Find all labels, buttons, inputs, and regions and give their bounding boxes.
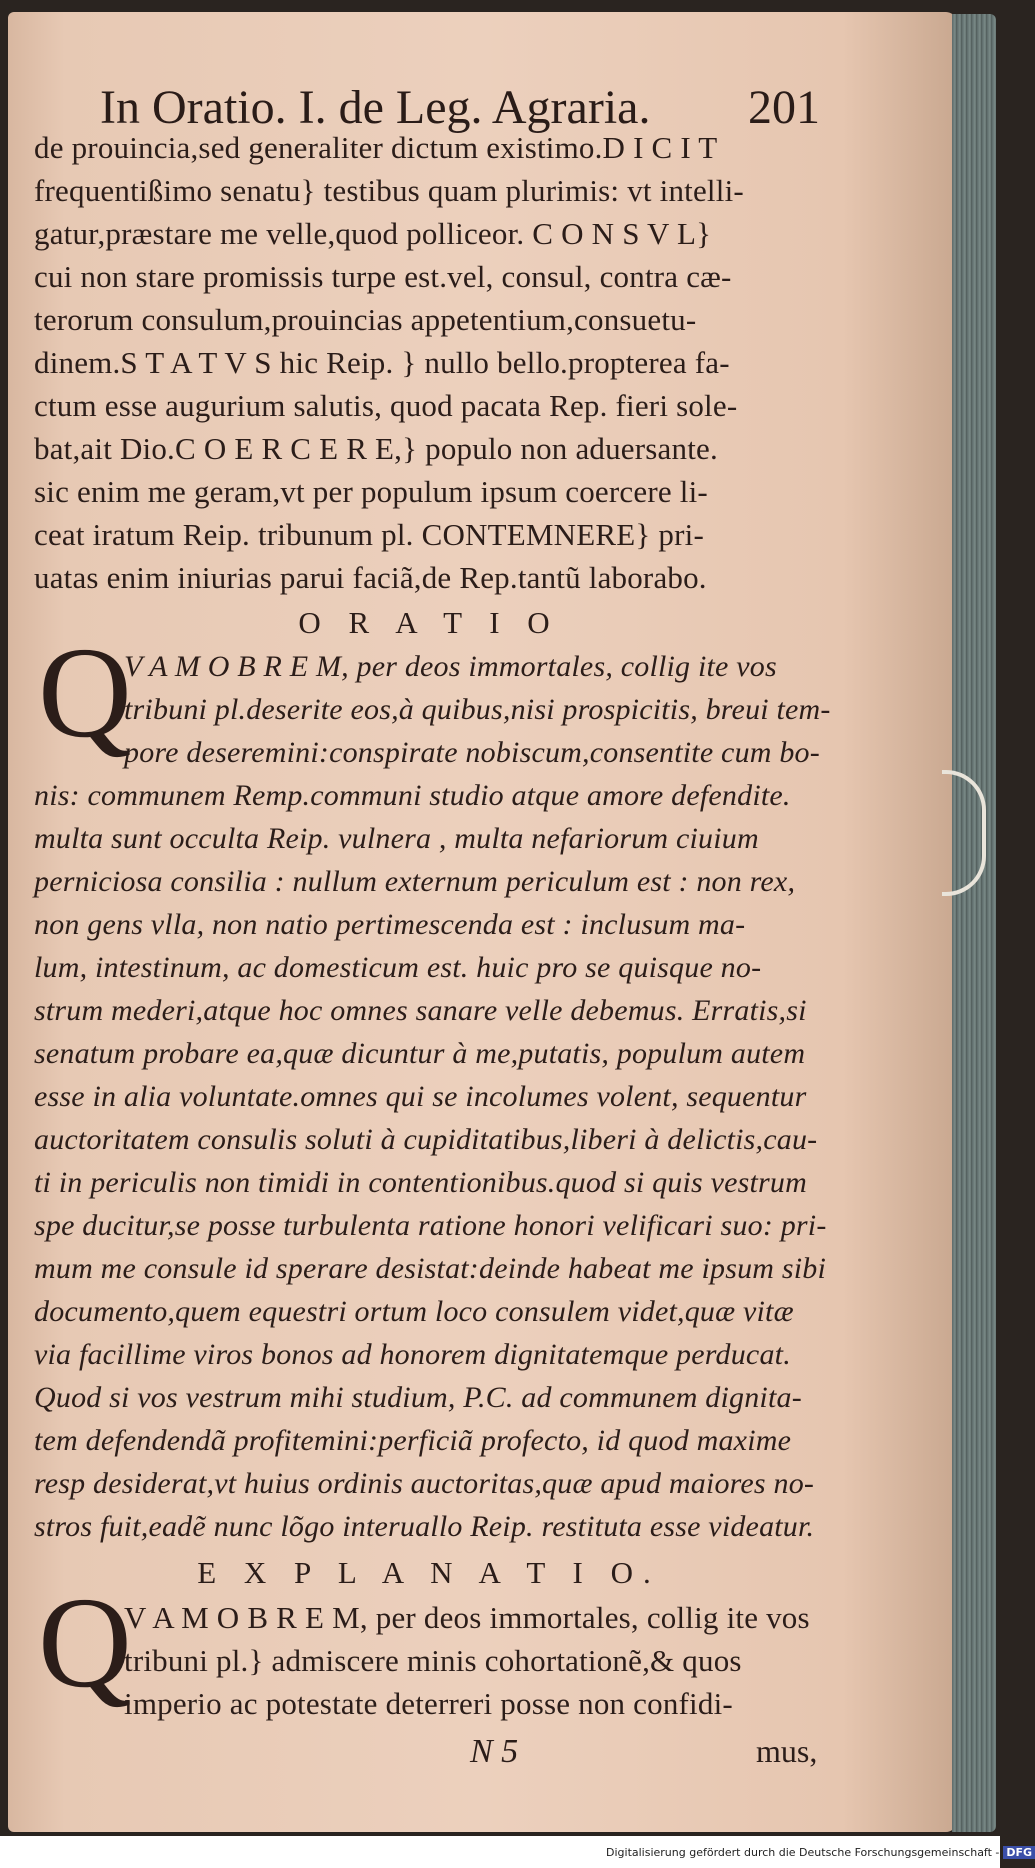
oratio-line: stros fuit,eadẽ nunc lõgo interuallo Reip. restituta esse videatur. (34, 1510, 815, 1543)
running-header (100, 80, 820, 135)
oratio-line: tribuni pl.deserite eos,à quibus,nisi prospicitis, breui tem- (124, 693, 831, 726)
oratio-line: pore deseremini:conspirate nobiscum,consentite cum bo- (124, 736, 820, 769)
explanatio-line: V A M O B R E M, per deos immortales, collig ite vos (124, 1600, 810, 1635)
commentary-line: frequentißimo senatu} testibus quam plurimis: vt intelli- (34, 173, 744, 208)
digitization-credit (606, 1846, 1035, 1859)
oratio-line: V A M O B R E M, per deos immortales, collig ite vos (124, 650, 777, 683)
oratio-drop-cap: Q (38, 621, 132, 765)
oratio-line: strum mederi,atque hoc omnes sanare velle debemus. Erratis,si (34, 994, 807, 1027)
oratio-line: tem defendendã profitemini:perficiã profecto, id quod maxime (34, 1424, 792, 1457)
catchword: mus, (756, 1733, 818, 1769)
commentary-line: cui non stare promissis turpe est.vel, consul, contra cæ- (34, 259, 732, 294)
running-title: In Oratio. I. de Leg. Agraria. (100, 81, 651, 134)
explanatio-line: tribuni pl.} admiscere minis cohortationẽ,& quos (124, 1643, 742, 1678)
oratio-line: esse in alia voluntate.omnes qui se incolumes volent, sequentur (34, 1080, 807, 1113)
explanatio-drop-cap: Q (38, 1571, 132, 1715)
oratio-line: nis: communem Remp.communi studio atque amore defendite. (34, 779, 791, 812)
oratio-line: Quod si vos vestrum mihi studium, P.C. ad communem dignita- (34, 1381, 802, 1414)
oratio-line: resp desiderat,vt huius ordinis auctoritas,quæ apud maiores no- (34, 1467, 815, 1500)
oratio-line: multa sunt occulta Reip. vulnera , multa nefariorum ciuium (34, 822, 759, 855)
credit-text: Digitalisierung gefördert durch die Deutsche Forschungsgemeinschaft - (606, 1846, 1000, 1859)
oratio-line: auctoritatem consulis soluti à cupiditatibus,liberi à delictis,cau- (34, 1123, 818, 1156)
oratio-line: ti in periculis non timidi in contentionibus.quod si quis vestrum (34, 1166, 807, 1199)
signature-mark: N 5 (470, 1733, 519, 1770)
explanatio-line: imperio ac potestate deterreri posse non confidi- (124, 1686, 733, 1721)
commentary-line: ceat iratum Reip. tribunum pl. CONTEMNERE} pri- (34, 517, 704, 552)
oratio-line: documento,quem equestri ortum loco consulem videt,quæ vitæ (34, 1295, 794, 1328)
explanatio-heading: E X P L A N A T I O. (197, 1555, 661, 1590)
oratio-line: non gens vlla, non natio pertimescenda est : inclusum ma- (34, 908, 746, 941)
commentary-line: gatur,præstare me velle,quod polliceor. C O N S V L} (34, 216, 712, 251)
oratio-line: perniciosa consilia : nullum externum periculum est : non rex, (34, 865, 796, 898)
commentary-line: de prouincia,sed generaliter dictum existimo.D I C I T (34, 130, 718, 165)
oratio-heading: O R A T I O (298, 605, 560, 640)
dfg-logo: DFG (1003, 1846, 1035, 1859)
commentary-line: ctum esse augurium salutis, quod pacata Rep. fieri sole- (34, 388, 738, 423)
page-number: 201 (748, 81, 820, 134)
oratio-line: lum, intestinum, ac domesticum est. huic pro se quisque no- (34, 951, 762, 984)
binding-clip (942, 770, 986, 896)
commentary-line: terorum consulum,prouincias appetentium,consuetu- (34, 302, 697, 337)
oratio-line: mum me consule id sperare desistat:deinde habeat me ipsum sibi (34, 1252, 827, 1285)
commentary-line: dinem.S T A T V S hic Reip. } nullo bello.propterea fa- (34, 345, 730, 380)
commentary-line: bat,ait Dio.C O E R C E R E,} populo non aduersante. (34, 431, 718, 466)
commentary-line: sic enim me geram,vt per populum ipsum coercere li- (34, 474, 708, 509)
commentary-line: uatas enim iniurias parui faciã,de Rep.tantũ laborabo. (34, 560, 707, 595)
page-edges (952, 14, 996, 1832)
oratio-line: spe ducitur,se posse turbulenta ratione honori velificari suo: pri- (34, 1209, 827, 1242)
oratio-line: senatum probare ea,quæ dicuntur à me,putatis, populum autem (34, 1037, 806, 1070)
oratio-line: via facillime viros bonos ad honorem dignitatemque perducat. (34, 1338, 791, 1371)
